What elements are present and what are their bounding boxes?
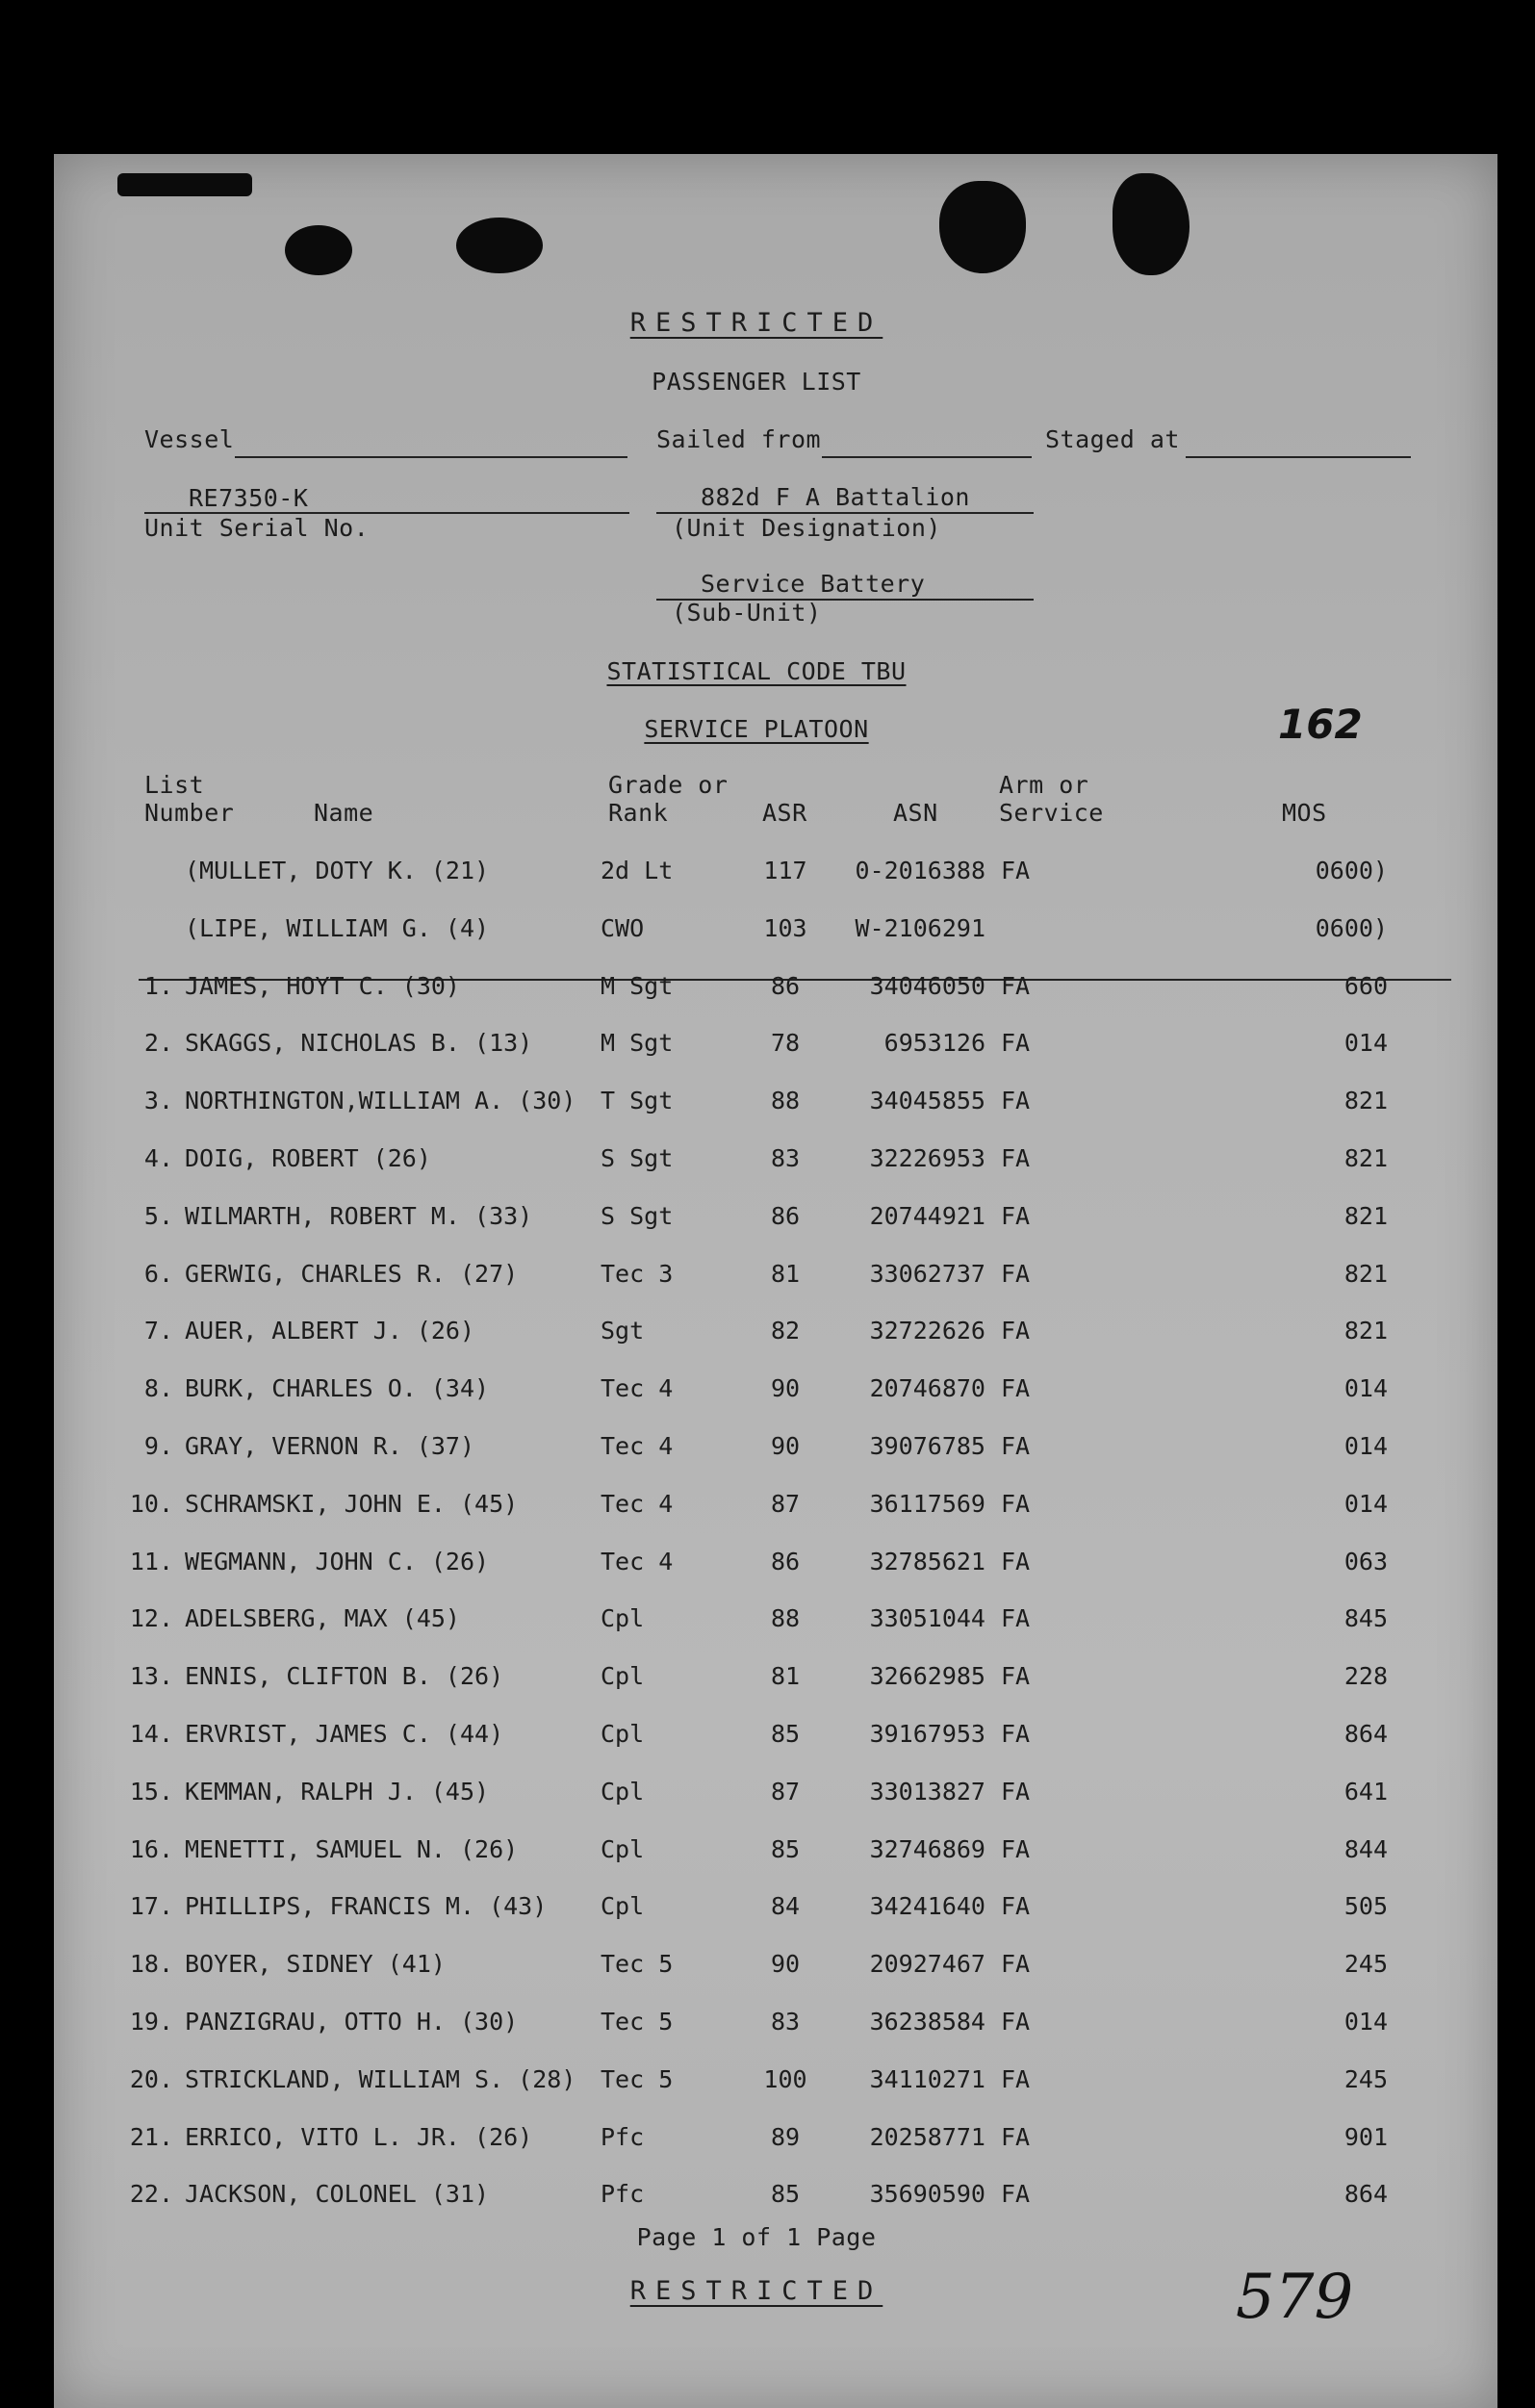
cell-num: 21. [129, 2122, 173, 2151]
cell-grade: Tec 4 [601, 1489, 674, 1518]
cell-name: JAMES, HOYT C. (30) [185, 971, 460, 1000]
cell-grade: Cpl [601, 1777, 645, 1806]
handwritten-number: 579 [1236, 2262, 1354, 2333]
sailed-from-label: Sailed from [656, 425, 822, 453]
cell-arm: FA [1001, 1720, 1031, 1748]
cell-num: 2. [143, 1029, 173, 1058]
cell-grade: S Sgt [601, 1201, 674, 1230]
cell-name: STRICKLAND, WILLIAM S. (28) [185, 2064, 576, 2093]
cell-grade: Cpl [601, 1892, 645, 1921]
cell-grade: Tec 4 [601, 1374, 674, 1403]
cell-num: 6. [143, 1259, 173, 1288]
sailed-from-blank [822, 456, 1032, 458]
cell-asr: 90 [770, 1432, 801, 1460]
cell-asr: 86 [770, 1201, 801, 1230]
table-row [54, 2180, 1497, 2218]
cell-num: 10. [129, 1489, 173, 1518]
cell-mos: 0600) [1315, 913, 1388, 942]
cell-arm: FA [1001, 2064, 1031, 2093]
cell-grade: M Sgt [601, 1029, 674, 1058]
cell-mos: 0600) [1315, 857, 1388, 884]
punch-hole [1113, 173, 1190, 275]
cell-asr: 88 [770, 1087, 801, 1115]
sub-unit-value: Service Battery [701, 570, 926, 598]
cell-asr: 85 [770, 1720, 801, 1748]
cell-arm: FA [1001, 1144, 1031, 1172]
cell-num: 18. [129, 1950, 173, 1979]
cell-arm: FA [1001, 1489, 1031, 1518]
table-row [54, 1548, 1497, 1586]
vessel-blank [235, 456, 627, 458]
table-row [54, 1892, 1497, 1931]
cell-asr: 83 [770, 1144, 801, 1172]
cell-asn: 20258771 [869, 2122, 985, 2151]
unit-serial-value: RE7350-K [189, 484, 309, 512]
cell-num: 4. [143, 1144, 173, 1172]
cell-grade: Pfc [601, 2180, 645, 2209]
cell-asr: 90 [770, 1374, 801, 1403]
cell-asr: 86 [770, 1547, 801, 1575]
unit-designation-value: 882d F A Battalion [701, 483, 970, 511]
cell-grade: Tec 3 [601, 1259, 674, 1288]
restricted-bottom: RESTRICTED [629, 2276, 883, 2306]
punch-hole [285, 225, 352, 275]
cell-grade: Cpl [601, 1662, 645, 1691]
cell-name: DOIG, ROBERT (26) [185, 1144, 431, 1172]
document-title: PASSENGER LIST [652, 368, 861, 396]
table-row [54, 1029, 1497, 1067]
cell-asr: 100 [763, 2064, 807, 2093]
table-row [54, 1720, 1497, 1758]
col-mos: MOS [1282, 799, 1327, 827]
cell-asn: 33013827 [869, 1777, 985, 1806]
cell-name: PHILLIPS, FRANCIS M. (43) [185, 1892, 548, 1921]
cell-mos: 821 [1343, 1144, 1388, 1172]
cell-name: (MULLET, DOTY K. (21) [185, 857, 490, 884]
cell-asn: 36238584 [869, 2008, 985, 2036]
cell-asn: 34045855 [869, 1087, 985, 1115]
table-row [54, 914, 1497, 953]
cell-asn: 20744921 [869, 1201, 985, 1230]
cell-asr: 89 [770, 2122, 801, 2151]
cell-name: ERRICO, VITO L. JR. (26) [185, 2122, 533, 2151]
cell-arm: FA [1001, 1950, 1031, 1979]
cell-mos: 660 [1343, 971, 1388, 1000]
cell-num: 16. [129, 1834, 173, 1863]
table-row [54, 1835, 1497, 1874]
cell-num: 9. [143, 1432, 173, 1460]
col-grade: Grade or [608, 771, 729, 799]
cell-grade: Sgt [601, 1317, 645, 1345]
table-row [54, 1432, 1497, 1471]
cell-grade: Cpl [601, 1834, 645, 1863]
cell-arm: FA [1001, 971, 1031, 1000]
cell-name: BURK, CHARLES O. (34) [185, 1374, 490, 1403]
col-asn: ASN [893, 799, 938, 827]
cell-num: 17. [129, 1892, 173, 1921]
cell-arm: FA [1001, 1029, 1031, 1058]
cell-mos: 864 [1343, 1720, 1388, 1748]
cell-asr: 81 [770, 1662, 801, 1691]
cell-asn: 32722626 [869, 1317, 985, 1345]
stamp-number: 162 [1278, 701, 1363, 748]
cell-name: AUER, ALBERT J. (26) [185, 1317, 475, 1345]
cell-name: SKAGGS, NICHOLAS B. (13) [185, 1029, 533, 1058]
cell-name: BOYER, SIDNEY (41) [185, 1950, 446, 1979]
cell-arm: FA [1001, 2008, 1031, 2036]
table-row [54, 1662, 1497, 1701]
cell-num: 15. [129, 1777, 173, 1806]
col-service: Service [999, 799, 1104, 827]
cell-mos: 641 [1343, 1777, 1388, 1806]
cell-mos: 505 [1343, 1892, 1388, 1921]
col-asr: ASR [762, 799, 807, 827]
cell-arm: FA [1001, 1432, 1031, 1460]
cell-num: 12. [129, 1604, 173, 1633]
cell-name: KEMMAN, RALPH J. (45) [185, 1777, 490, 1806]
cell-grade: CWO [601, 913, 645, 942]
cell-mos: 014 [1343, 2008, 1388, 2036]
cell-asn: 34046050 [869, 971, 985, 1000]
table-row [54, 1374, 1497, 1413]
staged-at-blank [1186, 456, 1411, 458]
cell-asr: 84 [770, 1892, 801, 1921]
cell-name: WEGMANN, JOHN C. (26) [185, 1547, 490, 1575]
cell-asn: 32785621 [869, 1547, 985, 1575]
restricted-top: RESTRICTED [629, 308, 883, 338]
page-label: Page 1 of 1 Page [636, 2223, 877, 2251]
sub-unit-label: (Sub-Unit) [672, 599, 822, 627]
cell-arm: FA [1001, 2180, 1031, 2209]
cell-asn: 20927467 [869, 1950, 985, 1979]
cell-num: 19. [129, 2008, 173, 2036]
table-row [54, 857, 1497, 895]
cell-asr: 103 [763, 913, 807, 942]
cell-asr: 83 [770, 2008, 801, 2036]
cell-arm: FA [1001, 1777, 1031, 1806]
table-row [54, 1950, 1497, 1988]
table-row [54, 2008, 1497, 2046]
cell-asr: 117 [763, 857, 807, 884]
cell-asn: 33051044 [869, 1604, 985, 1633]
cell-name: SCHRAMSKI, JOHN E. (45) [185, 1489, 519, 1518]
table-row [54, 972, 1497, 1011]
cell-arm: FA [1001, 1317, 1031, 1345]
cell-name: ENNIS, CLIFTON B. (26) [185, 1662, 504, 1691]
unit-serial-label: Unit Serial No. [144, 514, 370, 542]
cell-mos: 063 [1343, 1547, 1388, 1575]
cell-arm: FA [1001, 1087, 1031, 1115]
cell-grade: Pfc [601, 2122, 645, 2151]
cell-asn: 36117569 [869, 1489, 985, 1518]
cell-asr: 90 [770, 1950, 801, 1979]
punch-hole [117, 173, 252, 196]
cell-asn: 34110271 [869, 2064, 985, 2093]
unit-designation-label: (Unit Designation) [672, 514, 941, 542]
cell-arm: FA [1001, 1892, 1031, 1921]
punch-hole [456, 218, 543, 273]
cell-mos: 864 [1343, 2180, 1388, 2209]
cell-mos: 821 [1343, 1317, 1388, 1345]
cell-name: NORTHINGTON,WILLIAM A. (30) [185, 1087, 576, 1115]
cell-name: ERVRIST, JAMES C. (44) [185, 1720, 504, 1748]
col-arm: Arm or [999, 771, 1089, 799]
cell-mos: 901 [1343, 2122, 1388, 2151]
table-row [54, 1260, 1497, 1298]
cell-asn: 32662985 [869, 1662, 985, 1691]
cell-mos: 245 [1343, 1950, 1388, 1979]
table-row [54, 1144, 1497, 1183]
cell-mos: 014 [1343, 1029, 1388, 1058]
cell-asn: W-2106291 [855, 913, 985, 942]
table-row [54, 2065, 1497, 2104]
vessel-label: Vessel [144, 425, 235, 453]
cell-grade: 2d Lt [601, 857, 674, 884]
col-name: Name [314, 799, 374, 827]
cell-mos: 228 [1343, 1662, 1388, 1691]
cell-grade: Tec 4 [601, 1547, 674, 1575]
cell-asr: 88 [770, 1604, 801, 1633]
cell-asn: 32226953 [869, 1144, 985, 1172]
cell-asr: 85 [770, 1834, 801, 1863]
cell-arm: FA [1001, 1604, 1031, 1633]
cell-name: WILMARTH, ROBERT M. (33) [185, 1201, 533, 1230]
cell-arm: FA [1001, 1834, 1031, 1863]
cell-mos: 014 [1343, 1432, 1388, 1460]
cell-grade: T Sgt [601, 1087, 674, 1115]
cell-num: 3. [143, 1087, 173, 1115]
cell-grade: Cpl [601, 1604, 645, 1633]
cell-grade: Tec 5 [601, 2008, 674, 2036]
cell-asn: 39167953 [869, 1720, 985, 1748]
cell-name: MENETTI, SAMUEL N. (26) [185, 1834, 519, 1863]
cell-arm: FA [1001, 1374, 1031, 1403]
table-row [54, 1317, 1497, 1355]
col-rank: Rank [608, 799, 669, 827]
cell-name: ADELSBERG, MAX (45) [185, 1604, 460, 1633]
cell-asr: 87 [770, 1489, 801, 1518]
cell-num: 1. [143, 971, 173, 1000]
cell-grade: Tec 4 [601, 1432, 674, 1460]
cell-mos: 014 [1343, 1374, 1388, 1403]
cell-arm: FA [1001, 857, 1031, 884]
cell-arm: FA [1001, 1547, 1031, 1575]
table-row [54, 1087, 1497, 1125]
cell-grade: M Sgt [601, 971, 674, 1000]
cell-mos: 821 [1343, 1087, 1388, 1115]
punch-hole [939, 181, 1026, 273]
table-row [54, 1778, 1497, 1816]
cell-arm: FA [1001, 1259, 1031, 1288]
cell-grade: Tec 5 [601, 2064, 674, 2093]
table-row [54, 1604, 1497, 1643]
cell-asn: 34241640 [869, 1892, 985, 1921]
cell-num: 8. [143, 1374, 173, 1403]
cell-arm: FA [1001, 1201, 1031, 1230]
cell-name: GERWIG, CHARLES R. (27) [185, 1259, 519, 1288]
cell-num: 7. [143, 1317, 173, 1345]
cell-asn: 6953126 [883, 1029, 985, 1058]
cell-mos: 821 [1343, 1259, 1388, 1288]
cell-asr: 85 [770, 2180, 801, 2209]
cell-num: 14. [129, 1720, 173, 1748]
cell-mos: 821 [1343, 1201, 1388, 1230]
col-number: Number [144, 799, 235, 827]
cell-num: 20. [129, 2064, 173, 2093]
cell-mos: 845 [1343, 1604, 1388, 1633]
statistical-code: STATISTICAL CODE TBU [606, 657, 907, 685]
cell-arm: FA [1001, 1662, 1031, 1691]
cell-grade: Cpl [601, 1720, 645, 1748]
cell-arm: FA [1001, 2122, 1031, 2151]
cell-asn: 33062737 [869, 1259, 985, 1288]
cell-grade: Tec 5 [601, 1950, 674, 1979]
cell-asn: 35690590 [869, 2180, 985, 2209]
cell-name: JACKSON, COLONEL (31) [185, 2180, 490, 2209]
cell-asr: 87 [770, 1777, 801, 1806]
cell-asr: 78 [770, 1029, 801, 1058]
col-list: List [144, 771, 205, 799]
cell-num: 22. [129, 2180, 173, 2209]
table-row [54, 1490, 1497, 1528]
cell-asn: 20746870 [869, 1374, 985, 1403]
cell-asr: 82 [770, 1317, 801, 1345]
cell-asn: 32746869 [869, 1834, 985, 1863]
cell-mos: 245 [1343, 2064, 1388, 2093]
staged-at-label: Staged at [1045, 425, 1180, 453]
cell-mos: 014 [1343, 1489, 1388, 1518]
cell-num: 5. [143, 1201, 173, 1230]
cell-grade: S Sgt [601, 1144, 674, 1172]
cell-asr: 86 [770, 971, 801, 1000]
table-row [54, 2123, 1497, 2162]
cell-asn: 0-2016388 [855, 857, 985, 884]
cell-name: PANZIGRAU, OTTO H. (30) [185, 2008, 519, 2036]
document-page [54, 154, 1497, 2408]
cell-name: (LIPE, WILLIAM G. (4) [185, 913, 490, 942]
cell-mos: 844 [1343, 1834, 1388, 1863]
platoon-title: SERVICE PLATOON [644, 715, 869, 743]
cell-num: 13. [129, 1662, 173, 1691]
table-row [54, 1202, 1497, 1241]
cell-asr: 81 [770, 1259, 801, 1288]
cell-asn: 39076785 [869, 1432, 985, 1460]
cell-name: GRAY, VERNON R. (37) [185, 1432, 475, 1460]
cell-num: 11. [129, 1547, 173, 1575]
